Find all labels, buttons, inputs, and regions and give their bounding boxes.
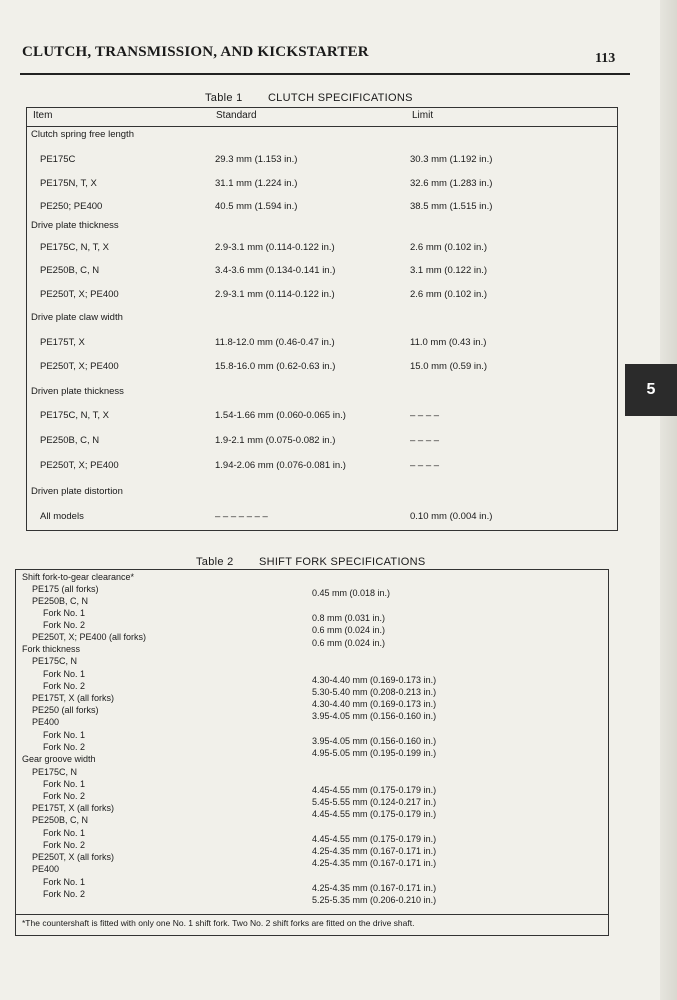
row-label: PE250B, C, N <box>32 815 89 825</box>
limit-cell: 3.1 mm (0.122 in.) <box>410 265 488 276</box>
standard-cell: – – – – – – – <box>215 511 268 522</box>
row-label: PE175T, X (all forks) <box>32 803 115 813</box>
row-value: 3.95-4.05 mm (0.156-0.160 in.) <box>312 711 437 721</box>
item-cell: PE175C <box>40 154 76 165</box>
row-value: 3.95-4.05 mm (0.156-0.160 in.) <box>312 736 437 746</box>
table1-row <box>27 486 617 500</box>
table1-row <box>27 511 617 525</box>
row-label: Fork No. 1 <box>43 779 86 789</box>
row-label: Fork No. 1 <box>43 669 86 679</box>
item-cell: PE250T, X; PE400 <box>40 460 119 471</box>
table1-caption-number: Table 1 <box>205 92 243 104</box>
section-tab: 5 <box>625 364 677 416</box>
limit-cell: 2.6 mm (0.102 in.) <box>410 289 488 300</box>
limit-cell: – – – – <box>410 410 440 421</box>
row-value: 5.25-5.35 mm (0.206-0.210 in.) <box>312 895 437 905</box>
item-cell: PE250T, X; PE400 <box>40 361 119 372</box>
item-cell: PE175C, N, T, X <box>40 242 109 253</box>
table1-header-item: Item <box>33 110 53 121</box>
standard-cell: 29.3 mm (1.153 in.) <box>215 154 298 165</box>
row-label: Fork No. 2 <box>43 840 86 850</box>
row-label: Fork No. 2 <box>43 681 86 691</box>
table1-row <box>27 312 617 326</box>
page-edge <box>660 0 677 1000</box>
row-label: Fork No. 2 <box>43 620 86 630</box>
table1-caption-title: CLUTCH SPECIFICATIONS <box>267 92 413 104</box>
standard-cell: 2.9-3.1 mm (0.114-0.122 in.) <box>215 289 335 300</box>
row-label: PE250B, C, N <box>32 596 89 606</box>
table1-row <box>27 435 617 449</box>
table1-row <box>27 178 617 192</box>
limit-cell: 2.6 mm (0.102 in.) <box>410 242 488 253</box>
table1-header-limit: Limit <box>412 110 434 121</box>
item-cell: Driven plate distortion <box>31 486 123 497</box>
item-cell: PE250B, C, N <box>40 435 100 446</box>
row-value: 0.45 mm (0.018 in.) <box>312 588 391 598</box>
row-label: Gear groove width <box>22 754 96 764</box>
limit-cell: 0.10 mm (0.004 in.) <box>410 511 493 522</box>
row-value: 0.8 mm (0.031 in.) <box>312 613 386 623</box>
table1-row <box>27 265 617 279</box>
row-label: Fork No. 2 <box>43 889 86 899</box>
item-cell: PE250T, X; PE400 <box>40 289 119 300</box>
table1-header-standard: Standard <box>216 110 257 121</box>
row-label: Fork No. 1 <box>43 730 86 740</box>
table1-body <box>27 108 617 530</box>
row-label: Shift fork-to-gear clearance* <box>22 572 135 582</box>
standard-cell: 15.8-16.0 mm (0.62-0.63 in.) <box>215 361 336 372</box>
row-value: 5.45-5.55 mm (0.124-0.217 in.) <box>312 797 437 807</box>
standard-cell: 1.94-2.06 mm (0.076-0.081 in.) <box>215 460 346 471</box>
row-label: PE175T, X (all forks) <box>32 693 115 703</box>
item-cell: Driven plate thickness <box>31 386 124 397</box>
row-value: 4.45-4.55 mm (0.175-0.179 in.) <box>312 834 437 844</box>
row-label: Fork No. 2 <box>43 791 86 801</box>
row-value: 4.25-4.35 mm (0.167-0.171 in.) <box>312 846 437 856</box>
row-value: 4.95-5.05 mm (0.195-0.199 in.) <box>312 748 437 758</box>
standard-cell: 1.9-2.1 mm (0.075-0.082 in.) <box>215 435 336 446</box>
standard-cell: 3.4-3.6 mm (0.134-0.141 in.) <box>215 265 336 276</box>
chapter-title: CLUTCH, TRANSMISSION, AND KICKSTARTER <box>22 44 369 60</box>
limit-cell: – – – – <box>410 435 440 446</box>
row-value: 4.30-4.40 mm (0.169-0.173 in.) <box>312 699 437 709</box>
row-value: 4.25-4.35 mm (0.167-0.171 in.) <box>312 858 437 868</box>
row-value: 5.30-5.40 mm (0.208-0.213 in.) <box>312 687 437 697</box>
table1-row <box>27 242 617 256</box>
item-cell: PE175C, N, T, X <box>40 410 109 421</box>
table2-caption-number: Table 2 <box>196 556 234 568</box>
table1-row <box>27 220 617 234</box>
item-cell: Clutch spring free length <box>31 129 134 140</box>
row-label: Fork No. 2 <box>43 742 86 752</box>
row-label: PE250 (all forks) <box>32 705 99 715</box>
table1-caption <box>205 92 413 104</box>
table1-row <box>27 201 617 215</box>
table2-footnote: *The countershaft is fitted with only one No. 1 shift fork. Two No. 2 shift forks are fitted on the drive shaft. <box>22 918 415 928</box>
limit-cell: – – – – <box>410 460 440 471</box>
row-label: PE400 <box>32 717 60 727</box>
row-value: 4.25-4.35 mm (0.167-0.171 in.) <box>312 883 437 893</box>
table2-caption <box>196 556 426 568</box>
table1-row <box>27 386 617 400</box>
clutch-specifications-table <box>26 107 618 531</box>
table1-row <box>27 154 617 168</box>
limit-cell: 30.3 mm (1.192 in.) <box>410 154 493 165</box>
item-cell: PE250; PE400 <box>40 201 103 212</box>
row-label: PE250T, X; PE400 (all forks) <box>32 632 147 642</box>
row-value: 4.30-4.40 mm (0.169-0.173 in.) <box>312 675 437 685</box>
item-cell: Drive plate claw width <box>31 312 123 323</box>
limit-cell: 11.0 mm (0.43 in.) <box>410 337 487 348</box>
table1-row <box>27 129 617 143</box>
table1-row <box>27 410 617 424</box>
row-label: Fork thickness <box>22 644 81 654</box>
header-rule <box>20 73 630 75</box>
standard-cell: 1.54-1.66 mm (0.060-0.065 in.) <box>215 410 346 421</box>
item-cell: PE175N, T, X <box>40 178 97 189</box>
table1-row <box>27 337 617 351</box>
standard-cell: 2.9-3.1 mm (0.114-0.122 in.) <box>215 242 335 253</box>
page-number: 113 <box>595 51 616 66</box>
row-label: Fork No. 1 <box>43 608 86 618</box>
table1-row <box>27 361 617 375</box>
standard-cell: 31.1 mm (1.224 in.) <box>215 178 298 189</box>
item-cell: PE175T, X <box>40 337 85 348</box>
item-cell: PE250B, C, N <box>40 265 100 276</box>
row-label: PE175 (all forks) <box>32 584 99 594</box>
table2-caption-title: SHIFT FORK SPECIFICATIONS <box>258 556 426 568</box>
limit-cell: 32.6 mm (1.283 in.) <box>410 178 493 189</box>
row-label: PE175C, N <box>32 656 78 666</box>
row-value: 4.45-4.55 mm (0.175-0.179 in.) <box>312 785 437 795</box>
row-value: 0.6 mm (0.024 in.) <box>312 638 386 648</box>
row-label: Fork No. 1 <box>43 877 86 887</box>
shift-fork-specifications-table <box>15 569 609 936</box>
row-label: PE400 <box>32 864 60 874</box>
limit-cell: 15.0 mm (0.59 in.) <box>410 361 488 372</box>
row-value: 4.45-4.55 mm (0.175-0.179 in.) <box>312 809 437 819</box>
row-label: PE250T, X (all forks) <box>32 852 115 862</box>
row-value: 0.6 mm (0.024 in.) <box>312 625 386 635</box>
table1-row <box>27 460 617 474</box>
table1-row <box>27 289 617 303</box>
standard-cell: 11.8-12.0 mm (0.46-0.47 in.) <box>215 337 335 348</box>
row-label: PE175C, N <box>32 767 78 777</box>
limit-cell: 38.5 mm (1.515 in.) <box>410 201 493 212</box>
standard-cell: 40.5 mm (1.594 in.) <box>215 201 298 212</box>
item-cell: Drive plate thickness <box>31 220 119 231</box>
row-label: Fork No. 1 <box>43 828 86 838</box>
table2-footnote-rule <box>16 914 608 915</box>
item-cell: All models <box>40 511 84 522</box>
